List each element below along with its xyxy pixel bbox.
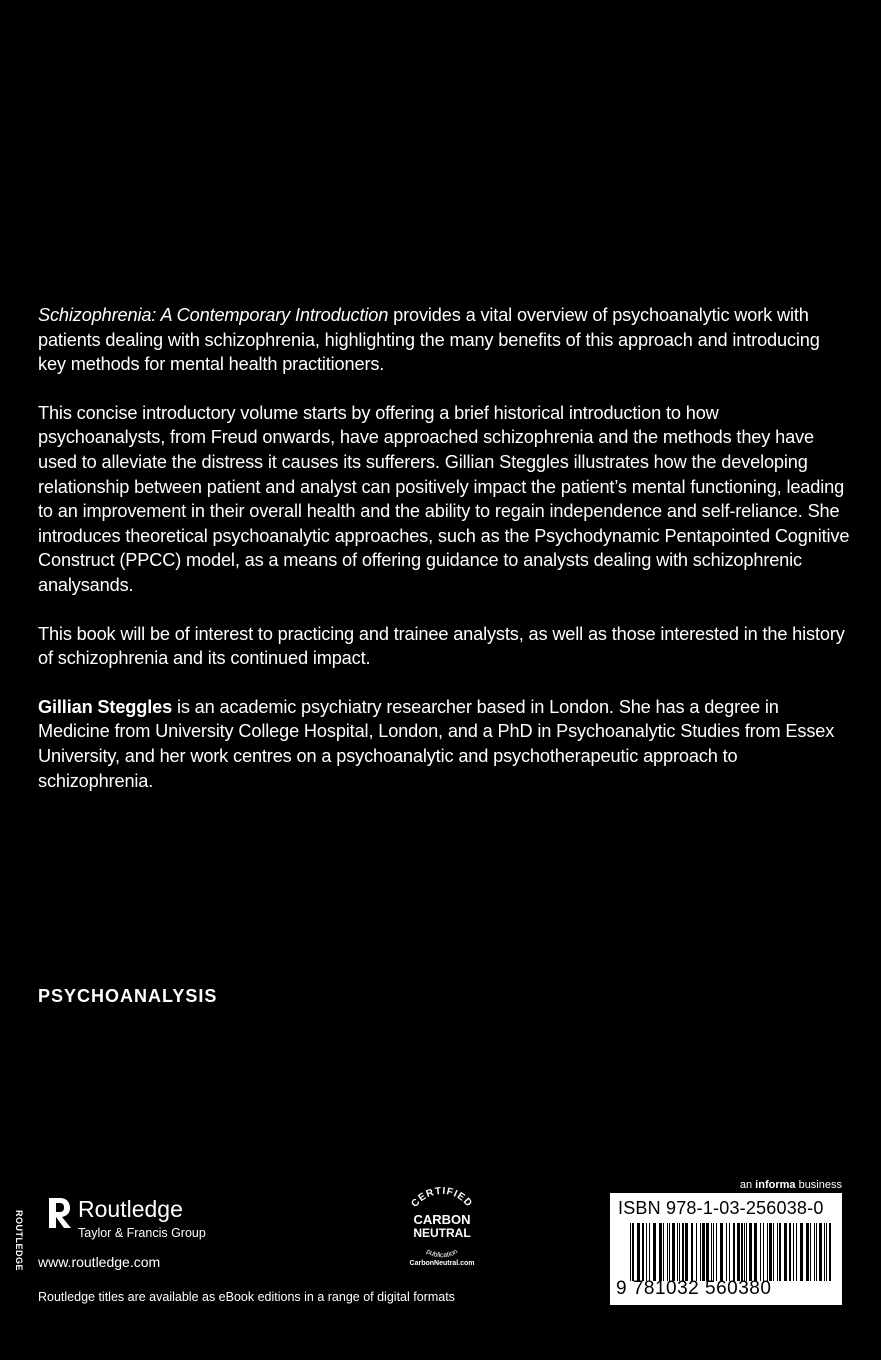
barcode-bar	[679, 1223, 680, 1281]
barcode-bar	[663, 1223, 664, 1281]
svg-text:CERTIFIED	[409, 1186, 474, 1210]
barcode-bar	[642, 1223, 644, 1281]
barcode-bar	[691, 1223, 693, 1281]
carbon-certified: CERTIFIED	[409, 1185, 475, 1210]
barcode-bar	[773, 1223, 774, 1281]
informa-line: an informa business	[739, 1179, 842, 1191]
barcode-bar	[754, 1223, 757, 1281]
barcode-bar	[706, 1223, 709, 1281]
ebook-note: Routledge titles are available as eBook editions in a range of digital formats	[38, 1290, 455, 1304]
carbon-neutral-logo	[392, 1180, 492, 1275]
barcode-bar	[760, 1223, 761, 1281]
publisher-block	[14, 1192, 298, 1282]
barcode-bar	[726, 1223, 727, 1281]
back-cover-blurb	[38, 303, 850, 817]
publisher-url[interactable]: www.routledge.com	[38, 1254, 161, 1270]
barcode-bar	[632, 1223, 634, 1281]
barcode-bar	[672, 1223, 675, 1281]
barcode-bar	[763, 1223, 764, 1281]
carbon-publication: publication	[425, 1248, 459, 1260]
category-label: PSYCHOANALYSIS	[38, 986, 218, 1006]
barcode-bar	[779, 1223, 781, 1281]
barcode-bar	[713, 1223, 714, 1281]
barcode-bar	[784, 1223, 787, 1281]
barcode-bar	[829, 1223, 831, 1281]
barcode-bar	[789, 1223, 791, 1281]
routledge-logo-icon	[46, 1196, 74, 1230]
barcode-bar	[685, 1223, 688, 1281]
barcode-bar	[767, 1223, 768, 1281]
barcode-bar	[682, 1223, 684, 1281]
barcode-bar	[744, 1223, 745, 1281]
barcode-bar	[806, 1223, 809, 1281]
barcode-bar	[816, 1223, 817, 1281]
barcode-bar	[777, 1223, 778, 1281]
barcode-bar	[649, 1223, 650, 1281]
carbon-url: CarbonNeutral.com	[409, 1260, 475, 1267]
barcode-bar	[729, 1223, 730, 1281]
barcode-bar	[737, 1223, 740, 1281]
barcode-bar	[669, 1223, 670, 1281]
barcode-bar	[793, 1223, 794, 1281]
barcode-bar	[819, 1223, 822, 1281]
barcode-bar	[637, 1223, 640, 1281]
publisher-group: Taylor & Francis Group	[78, 1226, 206, 1240]
barcode-bar	[696, 1223, 697, 1281]
barcode-bar	[733, 1223, 735, 1281]
barcode-bar	[814, 1223, 815, 1281]
barcode-bar	[677, 1223, 678, 1281]
barcode-bar	[646, 1223, 647, 1281]
isbn-text: ISBN 978-1-03-256038-0	[618, 1198, 824, 1218]
barcode-bar	[702, 1223, 705, 1281]
barcode-bar	[716, 1223, 717, 1281]
author-name: Gillian Steggles	[38, 696, 173, 717]
barcode-bar	[824, 1223, 825, 1281]
barcode-bar	[769, 1223, 772, 1281]
isbn-barcode-block	[610, 1179, 842, 1309]
barcode-bar	[800, 1223, 803, 1281]
blurb-paragraph-2: This concise introductory volume starts by offering a brief historical introduction to how psychoanalysts, from Freud onwards, have approached schizophrenia and the methods they have used to alleviate the distress it causes its sufferers. Gillian Steggles illustrates how the developing relationship between patient and analyst can positively impact the patient’s mental functioning, leading to an improvement in their overall health and the ability to regain independence and self-reliance. She introduces theoretical psychoanalytic approaches, such as the Psychodynamic Pentapointed Cognitive Construct (PPCC) model, as a means of offering guidance to analysts dealing with schizophrenic analysands.	[38, 402, 850, 595]
publisher-name: Routledge	[78, 1196, 183, 1222]
barcode-bar	[667, 1223, 668, 1281]
svg-text:publication	[425, 1248, 459, 1259]
barcode-bar	[741, 1223, 743, 1281]
barcode-bar	[749, 1223, 752, 1281]
barcode-bar	[659, 1223, 662, 1281]
blurb-paragraph-1: Schizophrenia: A Contemporary Introduction provides a vital overview of psychoanalytic work with patients dealing with schizophrenia, highlighting the many benefits of this approach and introducing key methods for mental health practitioners.	[38, 305, 820, 375]
barcode-bar	[826, 1223, 827, 1281]
barcode-bar	[711, 1223, 712, 1281]
blurb-paragraph-3: This book will be of interest to practicing and trainee analysts, as well as those interested in the history of schizophrenia and its continued impact.	[38, 623, 845, 669]
barcode-bar	[700, 1223, 701, 1281]
book-title: Schizophrenia: A Contemporary Introduction	[38, 305, 389, 325]
barcode-bar	[653, 1223, 656, 1281]
barcode-panel	[610, 1193, 842, 1305]
carbon-word: CARBON	[413, 1212, 471, 1227]
barcode-bar	[810, 1223, 811, 1281]
barcode-bar	[630, 1223, 631, 1281]
author-bio: Gillian Steggles is an academic psychiatry researcher based in London. She has a degree in Medicine from University College Hospital, London, and a PhD in Psychoanalytic Studies from Essex University, and her work centres on a psychoanalytic and psychotherapeutic approach to schizophrenia.	[38, 696, 835, 791]
neutral-word: NEUTRAL	[413, 1226, 471, 1240]
barcode-bar	[746, 1223, 747, 1281]
barcode-bar	[796, 1223, 797, 1281]
barcode-digits: 9 781032 560380	[616, 1278, 772, 1299]
publisher-vertical-text: ROUTLEDGE	[14, 1210, 24, 1272]
barcode-bar	[720, 1223, 723, 1281]
